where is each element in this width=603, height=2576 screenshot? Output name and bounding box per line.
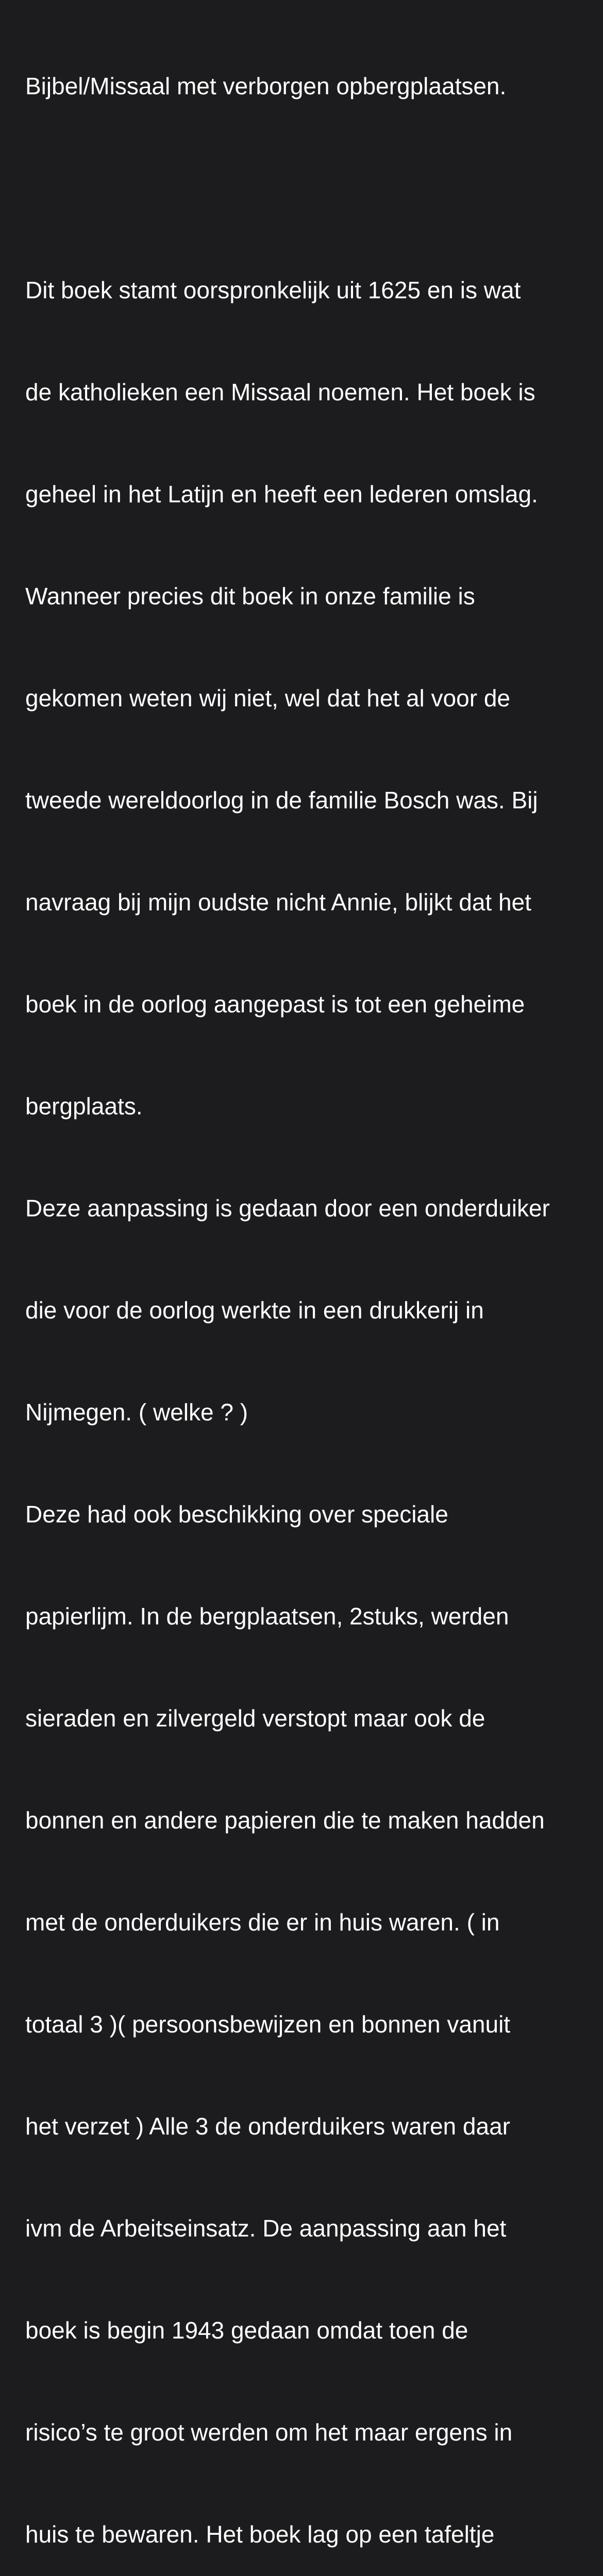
note-line: Dit boek stamt oorspronkelijk uit 1625 en is wat [25, 277, 521, 303]
note-line: Bijbel/Missaal met verborgen opbergplaatsen. [25, 73, 507, 99]
note-line: bonnen en andere papieren die te maken hadden [25, 1807, 545, 1834]
note-line: Wanneer precies dit boek in onze familie is [25, 583, 475, 609]
note-line: risico’s te groot werden om het maar ergens in [25, 2419, 513, 2446]
note-text-body[interactable] [25, 1, 597, 2576]
note-line: bergplaats. [25, 1093, 143, 1120]
note-line: huis te bewaren. Het boek lag op een tafeltje [25, 2521, 495, 2548]
note-line: sieraden en zilvergeld verstopt maar ook de [25, 1705, 485, 1732]
note-line: geheel in het Latijn en heeft een lederen omslag. [25, 481, 538, 507]
note-line: boek in de oorlog aangepast is tot een geheime [25, 991, 525, 1018]
note-line: tweede wereldoorlog in de familie Bosch was. Bij [25, 787, 538, 814]
note-line: navraag bij mijn oudste nicht Annie, blijkt dat het [25, 889, 531, 916]
note-line: papierlijm. In de bergplaatsen, 2stuks, werden [25, 1603, 509, 1630]
note-line: Deze aanpassing is gedaan door een onderduiker [25, 1195, 550, 1222]
note-line: ivm de Arbeitseinsatz. De aanpassing aan het [25, 2215, 507, 2242]
note-line: die voor de oorlog werkte in een drukkerij in [25, 1297, 484, 1324]
note-line: het verzet ) Alle 3 de onderduikers waren daar [25, 2113, 510, 2140]
note-line: met de onderduikers die er in huis waren. ( in [25, 1909, 500, 1936]
note-line: boek is begin 1943 gedaan omdat toen de [25, 2317, 468, 2344]
note-line: totaal 3 )( persoonsbewijzen en bonnen vanuit [25, 2011, 511, 2038]
note-line: Deze had ook beschikking over speciale [25, 1501, 448, 1528]
note-line: de katholieken een Missaal noemen. Het boek is [25, 379, 535, 405]
note-line: gekomen weten wij niet, wel dat het al voor de [25, 685, 510, 711]
note-line [25, 171, 597, 205]
note-line: Nijmegen. ( welke ? ) [25, 1399, 248, 1426]
